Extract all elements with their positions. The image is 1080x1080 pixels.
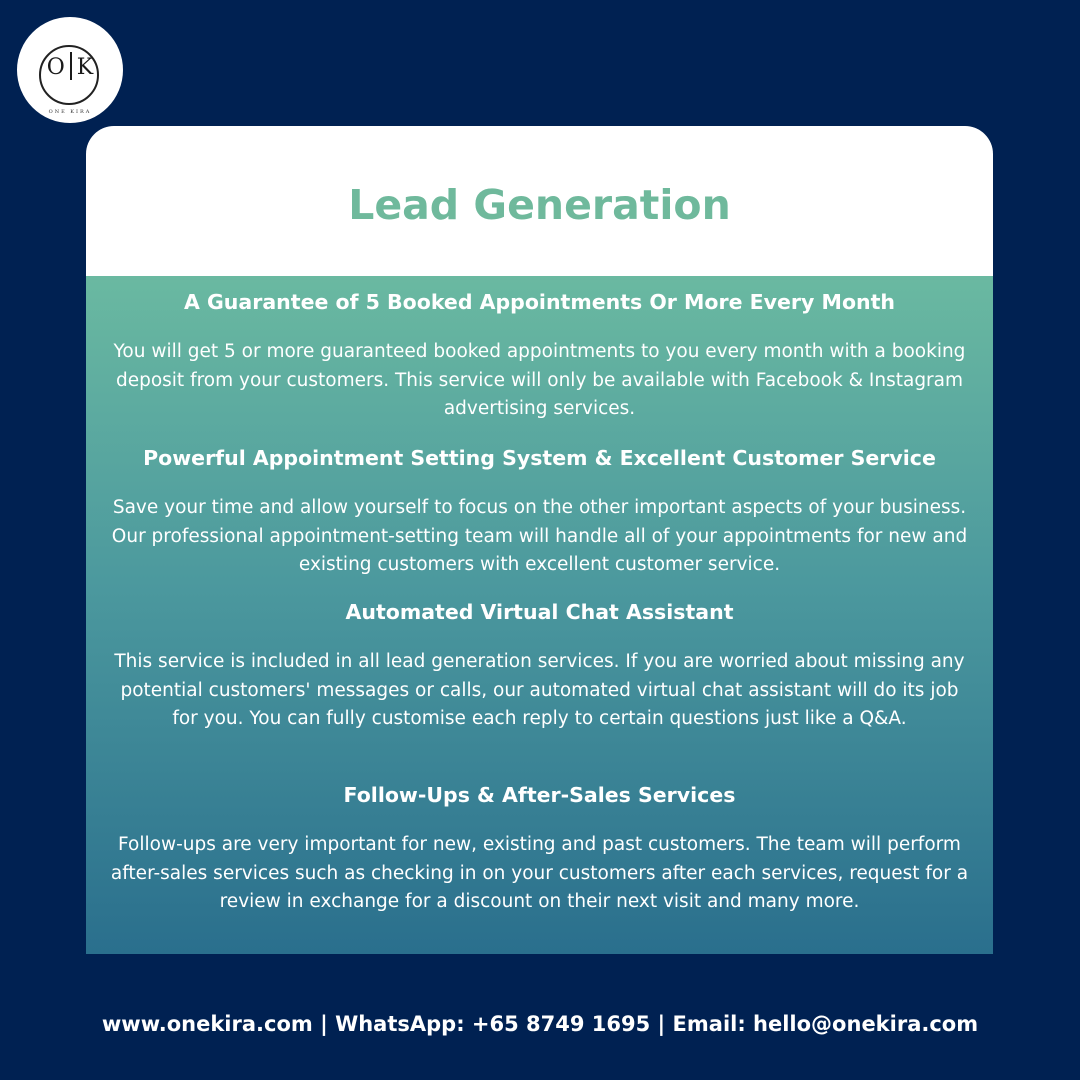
service-card <box>86 126 993 954</box>
logo-divider <box>70 52 72 80</box>
section-heading-chat-assistant: Automated Virtual Chat Assistant <box>345 600 734 624</box>
logo-monogram <box>17 52 123 80</box>
brand-logo <box>17 17 123 123</box>
section-text-booked-appointments: You will get 5 or more guaranteed booked appointments to you every month with a booking deposit from your customers. This service will only be available with Facebook & Instagram advertising services. <box>113 341 966 420</box>
section-text-appointment-setting: Save your time and allow yourself to focus on the other important aspects of your business. Our professional appointment-setting team will handle all of your appointments for new and existing customers with excellent customer service. <box>111 497 968 576</box>
logo-letter-right: K <box>76 55 94 80</box>
section-heading-booked-appointments: A Guarantee of 5 Booked Appointments Or More Every Month <box>183 290 896 314</box>
contact-footer: www.onekira.com | WhatsApp: +65 8749 1695 | Email: hello@onekira.com <box>101 1012 979 1036</box>
card-title: Lead Generation <box>348 181 731 229</box>
section-heading-appointment-setting: Powerful Appointment Setting System & Excellent Customer Service <box>143 446 936 470</box>
section-heading-follow-ups: Follow-Ups & After-Sales Services <box>343 783 736 807</box>
logo-wordmark: ONE KIRA <box>48 109 92 115</box>
section-text-follow-ups: Follow-ups are very important for new, existing and past customers. The team will perform after-sales services such as checking in on your customers after each services, request for a review in exchange for a discount on their next visit and many more. <box>110 834 969 913</box>
logo-letter-left: O <box>46 55 65 80</box>
card-header <box>86 126 993 276</box>
section-text-chat-assistant: This service is included in all lead generation services. If you are worried about missing any potential customers' messages or calls, our automated virtual chat assistant will do its job for you. You can fully customise each reply to certain questions just like a Q&A. <box>114 651 965 730</box>
card-body <box>86 276 993 954</box>
